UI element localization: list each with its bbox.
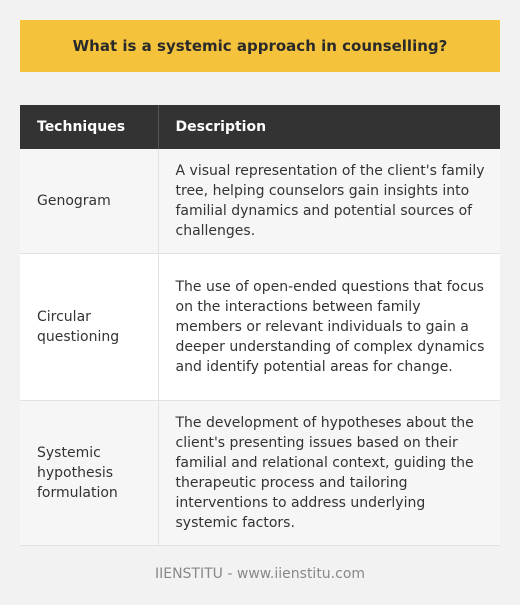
techniques-table (20, 105, 500, 546)
technique-cell: Systemic hypothesis formulation (20, 401, 158, 546)
table-row (20, 254, 500, 401)
page-title: What is a systemic approach in counselling? (72, 37, 448, 55)
table-header-row (20, 105, 500, 149)
technique-cell: Circular questioning (20, 254, 158, 401)
table-row (20, 401, 500, 546)
footer-source: IIENSTITU - www.iienstitu.com (154, 566, 366, 582)
description-cell: A visual representation of the client's family tree, helping counselors gain insights into familial dynamics and potential sources of challenges. (158, 149, 500, 254)
table-row (20, 149, 500, 254)
title-banner (20, 20, 500, 72)
column-header-description: Description (158, 105, 500, 149)
description-cell: The development of hypotheses about the client's presenting issues based on their familial and relational context, guiding the therapeutic process and tailoring interventions to address underlying systemic factors. (158, 401, 500, 546)
column-header-techniques: Techniques (20, 105, 158, 149)
description-cell: The use of open-ended questions that focus on the interactions between family members or relevant individuals to gain a deeper understanding of complex dynamics and identify potential areas for change. (158, 254, 500, 401)
technique-cell: Genogram (20, 149, 158, 254)
